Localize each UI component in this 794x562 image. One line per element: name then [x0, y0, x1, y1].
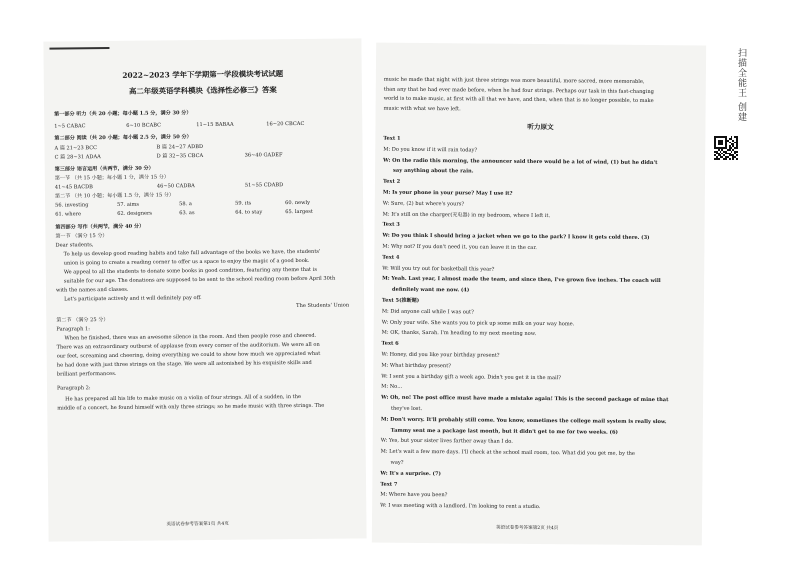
section-heading: 第二部分 阅读（共 20 小题；每小题 2.5 分，满分 50 分） — [54, 134, 192, 142]
transcript-line: W: On the radio this morning, the announcer said there would be a lot of wind, (1) but he didn't — [383, 157, 658, 166]
subsection-heading: 第二节 （共 10 小题；每小题 1.5 分，满分 15 分） — [54, 192, 175, 200]
essay-line: world is to make music, at first with all that we have, and then, when that is no longer possible, to make — [383, 95, 654, 104]
transcript-line: W: I sent you a birthday gift a week ago. Didn't you get it in the mail? — [381, 373, 562, 381]
transcript-line: W: Only your wife. She wants you to pick up some milk on your way home. — [381, 319, 575, 327]
transcript-line: M: Do you know if it will rain today? — [383, 146, 478, 154]
essay-line: He has prepared all his life to make music on a violin of four strings. All of a sudden, in the — [65, 394, 302, 403]
paragraph-label: Paragraph 2: — [56, 385, 91, 392]
essay-line: When he finished, there was an awesome silence in the room. And then people rose and cheered. — [64, 332, 317, 342]
transcript-line: M: It's still on the charger(充电器) in my bedroom, where I left it. — [382, 211, 551, 219]
transcript-title: 听力原文 — [527, 122, 554, 132]
transcript-line: they've lost. — [390, 405, 423, 412]
scanner-watermark — [706, 40, 766, 220]
answer-key-page-left — [43, 38, 366, 541]
header-rule — [49, 47, 109, 50]
letter-line: Dear students, — [55, 242, 94, 249]
transcript-line: M: Let's wait a few more days. I'll check at the school mail room, too. What did you get me, by the — [380, 448, 635, 458]
transcript-text-number: Text 4 — [382, 254, 400, 261]
letter-line: with the names and classes. — [55, 286, 129, 294]
section-heading: 第一部分 听力（共 20 小题；每小题 1.5 分，满分 30 分） — [54, 110, 192, 118]
fill-in-answer: 57. aims — [117, 201, 139, 208]
subsection-heading: 第一节 （共 15 小题；每小题 1 分，满分 15 分） — [54, 174, 169, 182]
transcript-line: W: Do you think I should bring a jacket when we go to the park? I know it gets cold there. (3) — [382, 232, 650, 242]
answer-group: A 篇 21~23 BCC — [54, 145, 98, 152]
answer-group: 16~20 CBCAC — [266, 120, 305, 128]
essay-line: than any that he had ever made before, when he had four strings. Perhaps our task in this fast-changing — [383, 86, 654, 95]
transcript-line: Tammy sent me a package last month, but it didn't get to me for two weeks. (6) — [390, 427, 618, 436]
transcript-line: W: Oh, no! The post office must have made a mistake again! This is the second package of mine that — [381, 394, 669, 404]
fill-in-answer: 60. newly — [285, 199, 311, 207]
transcript-line: M: Don't worry. It'll probably still come. You know, sometimes the college mail system is really slow. — [380, 416, 667, 425]
exam-title: 2022~2023 学年下学期第一学段模块考试试题 — [122, 69, 284, 80]
transcript-line: say anything about the rain. — [393, 168, 474, 175]
answer-group: 51~55 CDABD — [244, 182, 284, 189]
qr-code-icon — [714, 136, 738, 160]
transcript-line: way? — [390, 459, 404, 466]
answer-group: 1~5 CABAC — [54, 123, 86, 130]
letter-line: union is going to create a reading corner to offer us a space to enjoy the magic of a good book. — [63, 257, 310, 267]
fill-in-answer: 58. a — [179, 201, 192, 208]
transcript-text-number: Text 6 — [381, 340, 399, 347]
essay-line: middle of a concert, he found himself with only three strings; so he made music with three strings. The — [57, 402, 325, 412]
listening-transcript-page-right — [372, 43, 706, 546]
letter-line: Let's participate actively and it will definitely pay off. — [64, 295, 202, 303]
letter-line: suitable for our age. The donations are supposed to be sent to the school reading room before April 30th — [63, 275, 336, 285]
scanner-watermark-text: 扫描全能王 创建 — [736, 48, 746, 122]
transcript-line: W: I was meeting with a landlord. I'm looking to rent a studio. — [380, 502, 541, 511]
letter-line: To help us develop good reading habits and take full advantage of the books we have, the students' — [63, 248, 321, 258]
answer-group: 36~40 GADEF — [244, 152, 283, 159]
essay-line: music with what we have left. — [383, 105, 461, 112]
page-footer: 英语试卷参考答案第1页 共4页 — [166, 521, 229, 528]
transcript-line: W: Yes, but your sister lives farther away than I do. — [380, 438, 513, 446]
transcript-line: M: What birthday present? — [381, 362, 452, 370]
transcript-line: M: Did anyone call while I was out? — [381, 308, 474, 316]
answer-group: 6~10 BCABC — [126, 122, 162, 129]
essay-line: he had done with just three strings on the stage. We were all astonished by his exquisite skills and — [56, 359, 312, 369]
subsection-heading: 第一节 （满分 15 分） — [55, 233, 108, 240]
fill-in-answer: 56. investing — [55, 202, 89, 209]
fill-in-answer: 61. where — [55, 211, 82, 218]
answer-key-subtitle: 高二年级英语学科模块《选择性必修三》答案 — [128, 85, 277, 96]
fill-in-answer: 62. designers — [117, 210, 153, 217]
fill-in-answer: 64. to stay — [235, 209, 263, 216]
transcript-line: M: OK, thanks, Sarah. I'm heading to my next meeting now. — [381, 330, 537, 338]
answer-group: D 篇 32~35 CBCA — [156, 153, 204, 160]
section-heading: 第三部分 语言运用（共两节，满分 30 分） — [54, 165, 154, 173]
transcript-line: M: Where have you been? — [380, 492, 448, 499]
transcript-text-number: Text 5(推断题) — [381, 297, 420, 304]
transcript-line: M: Is your phone in your purse? May I use it? — [382, 189, 513, 197]
fill-in-answer: 59. its — [235, 200, 252, 207]
fill-in-answer: 63. as — [179, 210, 195, 217]
letter-line: We appeal to all the students to donate some books in good condition, featuring any theme that is — [63, 266, 317, 276]
transcript-line: M: Why not? If you don't need it, you can leave it in the car. — [382, 243, 537, 251]
essay-line: brilliant performances. — [56, 370, 117, 378]
paragraph-label: Paragraph 1: — [56, 326, 90, 333]
essay-line: our feet, screaming and cheering, doing everything we could to show how much we appreciated what — [56, 350, 321, 360]
transcript-line: M: No… — [381, 384, 403, 391]
transcript-text-number: Text 2 — [382, 178, 401, 185]
transcript-text-number: Text 3 — [382, 222, 400, 229]
fill-in-answer: 65. largest — [285, 208, 313, 216]
answer-group: C 篇 28~31 ADAA — [54, 154, 101, 161]
answer-group: 41~45 BACDB — [54, 184, 93, 191]
essay-line: There was an extraordinary outburst of applause from every corner of the auditorium. We were all on — [56, 341, 320, 351]
subsection-heading: 第二节 （满分 25 分） — [56, 317, 109, 324]
answer-group: 11~15 BABAA — [196, 121, 234, 129]
letter-signature: The Students' Union — [296, 302, 350, 310]
transcript-line: W: Will you try out for basketball this year? — [382, 265, 495, 273]
answer-group: 46~50 CADBA — [156, 183, 195, 190]
transcript-line: W: Sure, (2) but where's yours? — [382, 200, 465, 208]
transcript-text-number: Text 1 — [383, 135, 401, 142]
transcript-line: M: Yeah. Last year, I almost made the team, and since then, I've grown five inches. The coach will — [382, 276, 661, 285]
page-footer: 英语试卷参考答案第2页 共4页 — [495, 525, 559, 532]
essay-line: music he made that night with just three strings was more beautiful, more sacred, more memorable, — [383, 76, 645, 85]
answer-group: B 篇 24~27 ADBD — [156, 144, 204, 151]
transcript-line: definitely want me now. (4) — [392, 286, 470, 294]
transcript-line: W: Honey, did you like your birthday present? — [381, 351, 500, 359]
transcript-text-number: Text 7 — [380, 481, 398, 488]
transcript-line: W: It's a surprise. (7) — [380, 470, 441, 477]
section-heading: 第四部分 写作（共两节，满分 40 分） — [55, 223, 145, 231]
